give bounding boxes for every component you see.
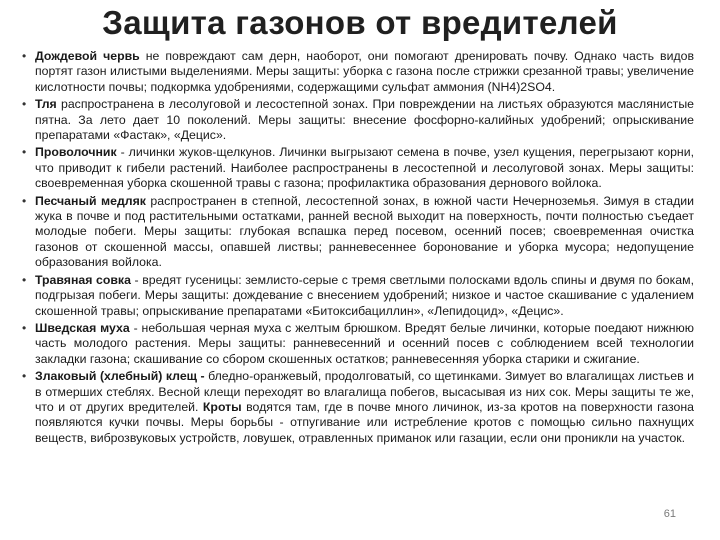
item-text-secondary: водятся там, где в почве много личинок, из-за кротов на поверхности газона появляются кучки почвы. Меры борьбы - отпугивание или истребление кротов с помощью сильно пахнущих веществ, виброзвуковых устройств, ловушек, отравленных приманок или газации, если они проникли на участок. — [35, 399, 694, 445]
item-term: Тля — [35, 97, 57, 112]
list-item — [22, 194, 694, 271]
pest-list — [22, 49, 694, 448]
item-text: распространена в лесолуговой и лесостепной зонах. При повреждении на листьях образуются маслянистые пятна. За лето дает 10 поколений. Меры защиты: внесение фосфорно-калийных удобрений; опрыскивание препаратами «Фастак», «Децис». — [35, 97, 694, 143]
item-text: - небольшая черная муха с желтым брюшком. Вредят белые личинки, которые поедают нижнюю часть молодого растения. Меры защиты: ранневесенний и осенний посев с соблюдением всей технологии закладки газона; скашивание со сбором скошенных остатков; ранневесенняя уборка старики и сжигание. — [35, 320, 694, 366]
item-term: Злаковый (хлебный) клещ - — [35, 369, 205, 384]
bullet-icon: • — [22, 145, 27, 160]
item-term: Песчаный медляк — [35, 193, 146, 208]
slide-title: Защита газонов от вредителей — [102, 4, 618, 41]
bullet-icon: • — [22, 193, 27, 208]
item-term: Дождевой червь — [35, 49, 140, 63]
page-number: 61 — [663, 508, 676, 520]
list-item — [22, 97, 694, 143]
bullet-icon: • — [22, 97, 27, 112]
item-text: бледно-оранжевый, продолговатый, со щетинками. Зимует во влагалищах листьев и в отмерших стеблях. Весной клещи переходят во влагалища побегов, высасывая из них сок. Меры защиты те же, что и от других вредителей. — [35, 369, 694, 414]
list-item — [22, 49, 694, 95]
item-text: - личинки жуков-щелкунов. Личинки выгрызают семена в почве, узел кущения, перегрызают корни, что приводит к гибели растений. Наиболее распространены в лесостепной и лесолуговой зонах. Меры защиты: своевременная уборка скошенной травы с газона; профилактика образования дернового войлока. — [35, 145, 694, 191]
item-text: распространен в степной, лесостепной зонах, в южной части Нечерноземья. Зимуя в стадии жука в почве и под растительными остатками, ранней весной выходит на поверхность, почти полностью съедает молодые побеги. Меры защиты: глубокая вспашка перед посевом, осенний посев; своевременная очистка газонов от скошенной массы, опавшей листвы; ранневесеннее боронование и уборка мусора; недопущение образования войлока. — [35, 193, 694, 270]
bullet-icon: • — [22, 320, 27, 335]
list-item — [22, 369, 694, 446]
bullet-icon: • — [22, 49, 27, 63]
item-term: Шведская муха — [35, 320, 130, 335]
item-term: Проволочник — [35, 145, 117, 160]
item-term: Травяная совка — [35, 272, 131, 287]
list-item — [22, 145, 694, 191]
item-text: не повреждают сам дерн, наоборот, они помогают дренировать почву. Однако часть видов портят газон илистыми выделениями. Меры защиты: уборка с газона после стрижки срезанной травы; увеличение кислотности почвы; подкормка удобрениями, содержащими сульфат аммония (NH4)2SO4. — [35, 49, 694, 94]
bullet-icon: • — [22, 272, 27, 287]
list-item — [22, 321, 694, 367]
bullet-icon: • — [22, 369, 27, 384]
list-item — [22, 273, 694, 319]
item-text: - вредят гусеницы: землисто-серые с тремя светлыми полосками вдоль спины и двумя по бокам, подгрызая побеги. Меры защиты: дождевание с внесением удобрений; низкое и частое скашивание с удалением скошенной травы; опрыскивание препаратами «Битоксибациллин», «Лепидоцид», «Децис». — [35, 272, 695, 318]
item-term-secondary: Кроты — [202, 399, 242, 414]
